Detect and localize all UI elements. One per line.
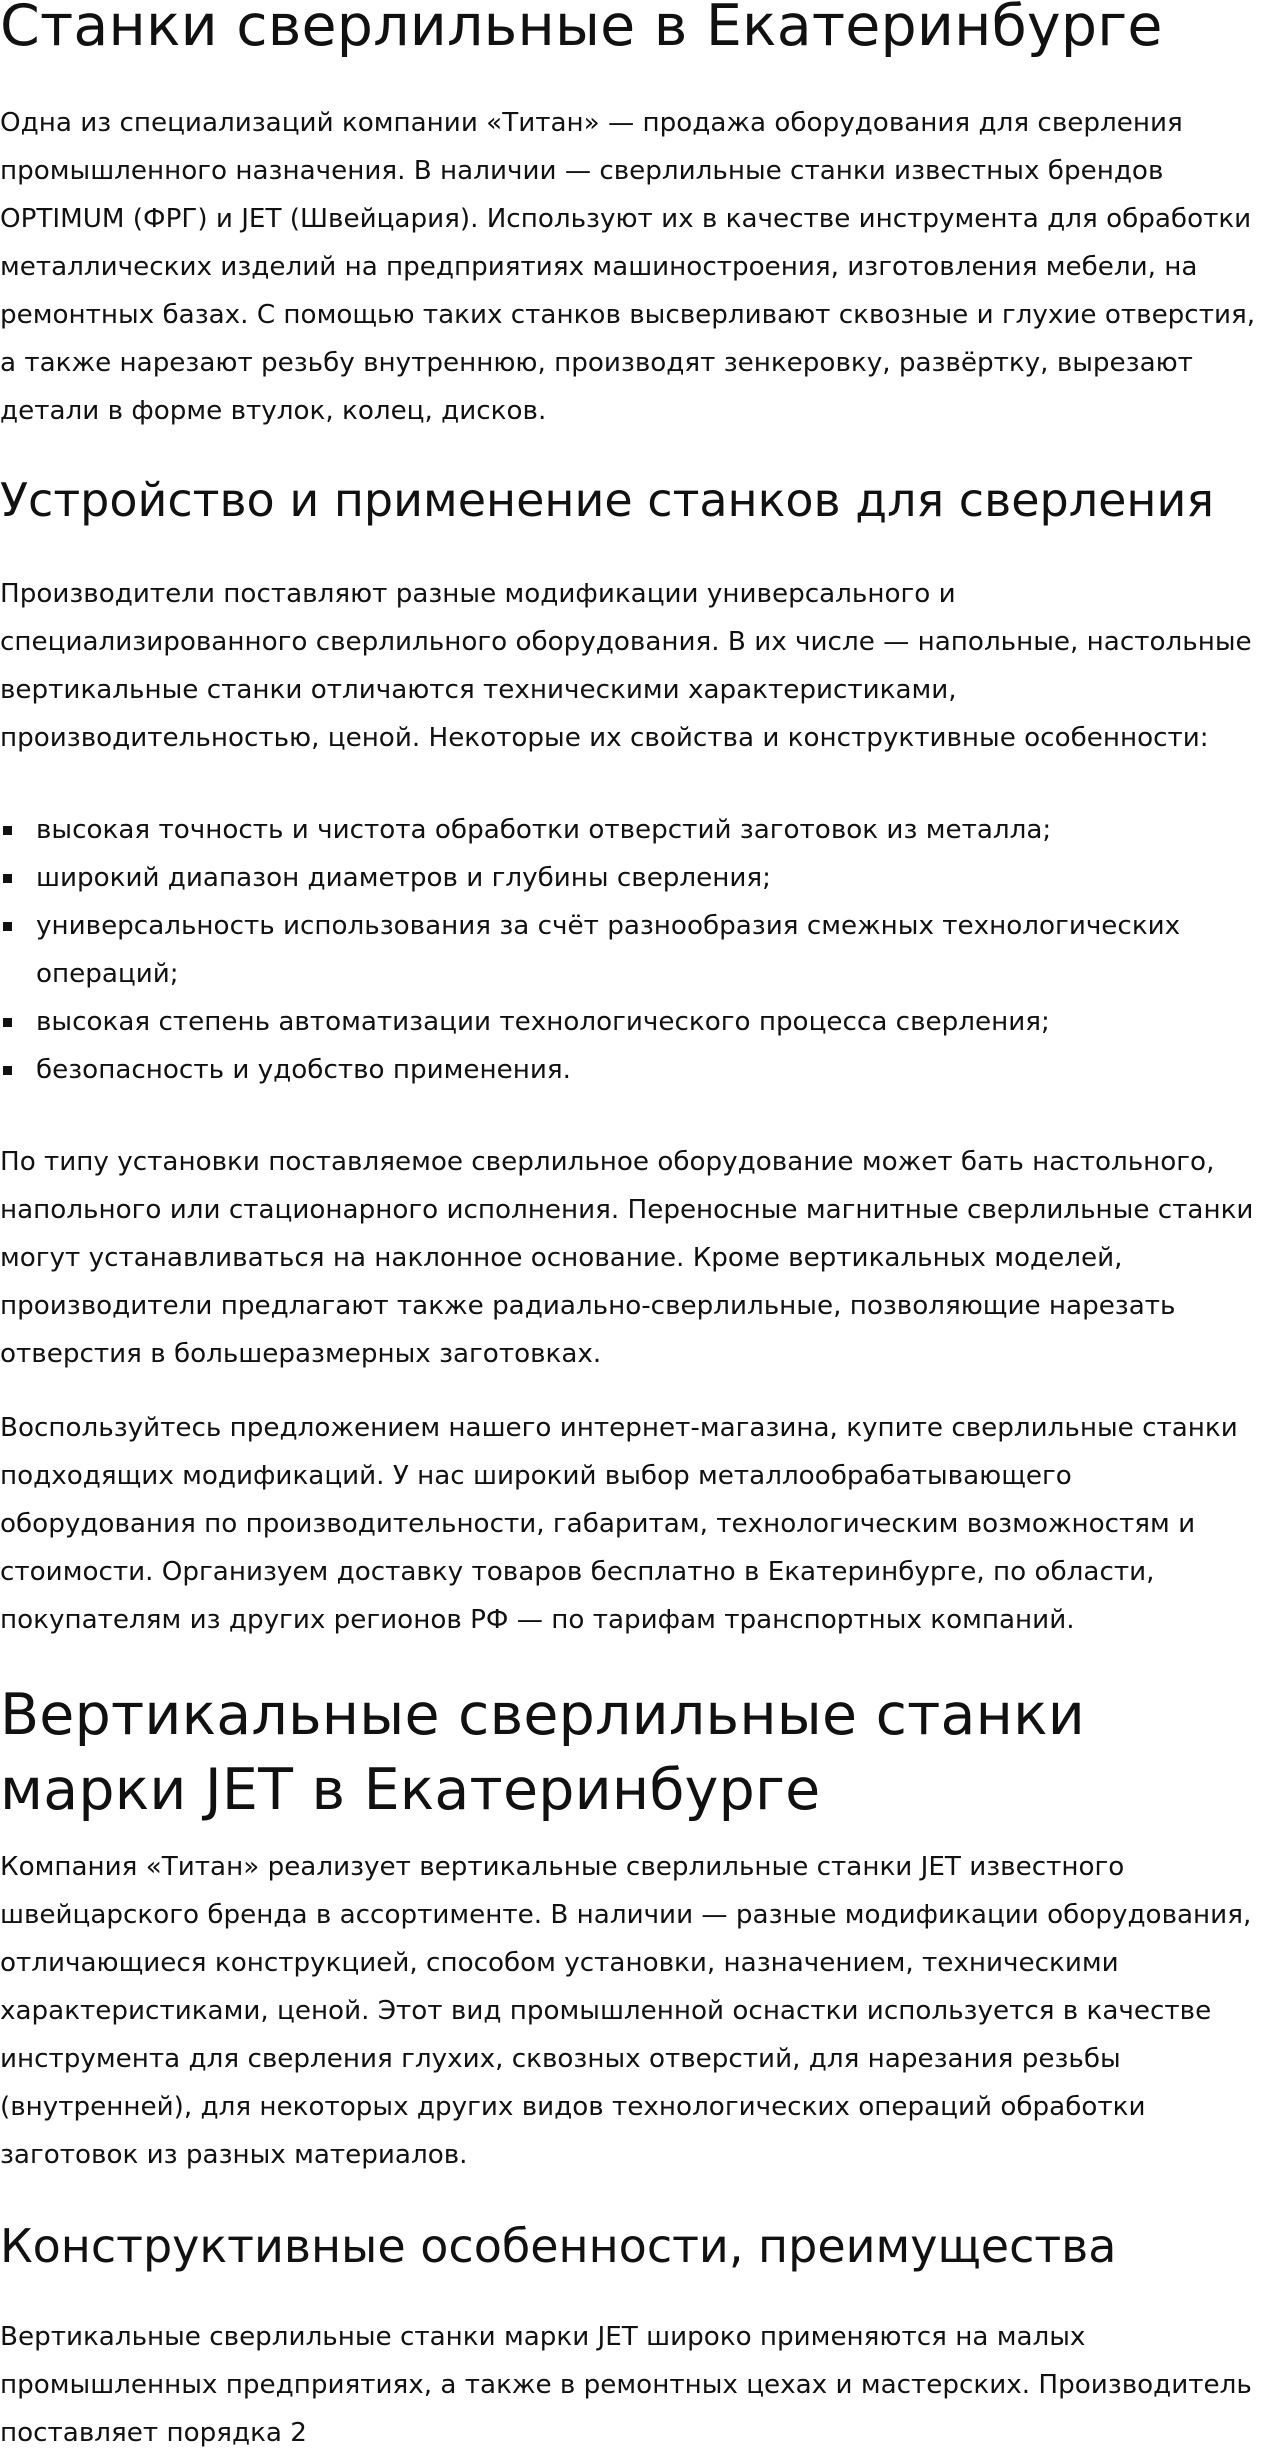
device-paragraph-3: Воспользуйтесь предложением нашего интернет-магазина, купите сверлильные станки подходящих модификаций. У нас широкий выбор металлообрабатывающего оборудования по производительности, габаритам, технологическим возможностям и стоимости. Организуем доставку товаров бесплатно в Екатеринбурге, по области, покупателям из других регионов РФ — по тарифам транспортных компаний. [0, 1413, 1238, 1635]
device-paragraph-2: По типу установки поставляемое сверлильное оборудование может бать настольного, напольного или стационарного исполнения. Переносные магнитные сверлильные станки могут устанавливаться на наклонное основание. Кроме вертикальных моделей, производители предлагают также радиально-сверлильные, позволяющие нарезать отверстия в большеразмерных заготовках. [0, 1147, 1254, 1369]
features-list [0, 806, 1268, 1094]
page-title: Станки сверлильные в Екатеринбурге [0, 0, 1163, 59]
list-item: широкий диапазон диаметров и глубины сверления; [0, 854, 1268, 902]
section-title-jet: Вертикальные сверлильные станки марки JET в Екатеринбурге [0, 1682, 1085, 1823]
device-paragraph-1: Производители поставляют разные модификации универсального и специализированного сверлильного оборудования. В их числе — напольные, настольные вертикальные станки отличаются техническими характеристиками, производительностью, ценой. Некоторые их свойства и конструктивные особенности: [0, 579, 1252, 753]
jet-paragraph: Компания «Титан» реализует вертикальные сверлильные станки JET известного швейцарского бренда в ассортименте. В наличии — разные модификации оборудования, отличающиеся конструкцией, способом установки, назначением, техническими характеристиками, ценой. Этот вид промышленной оснастки используется в качестве инструмента для сверления глухих, сквозных отверстий, для нарезания резьбы (внутренней), для некоторых других видов технологических операций обработки заготовок из разных материалов. [0, 1852, 1252, 2170]
list-item: высокая степень автоматизации технологического процесса сверления; [0, 998, 1268, 1046]
list-item: универсальность использования за счёт разнообразия смежных технологических операций; [0, 902, 1268, 998]
section-heading-device: Устройство и применение станков для сверления [0, 473, 1215, 527]
features-paragraph: Вертикальные сверлильные станки марки JET широко применяются на малых промышленных предприятиях, а также в ремонтных цехах и мастерских. Производитель поставляет порядка 2 [0, 2322, 1252, 2448]
list-item: безопасность и удобство применения. [0, 1046, 1268, 1094]
section-heading-features: Конструктивные особенности, преимущества [0, 2219, 1117, 2273]
intro-paragraph: Одна из специализаций компании «Титан» — продажа оборудования для сверления промышленного назначения. В наличии — сверлильные станки известных брендов OPTIMUM (ФРГ) и JET (Швейцария). Используют их в качестве инструмента для обработки металлических изделий на предприятиях машиностроения, изготовления мебели, на ремонтных базах. С помощью таких станков высверливают сквозные и глухие отверстия, а также нарезают резьбу внутреннюю, производят зенкеровку, развёртку, вырезают детали в форме втулок, колец, дисков. [0, 108, 1256, 426]
list-item: высокая точность и чистота обработки отверстий заготовок из металла; [0, 806, 1268, 854]
